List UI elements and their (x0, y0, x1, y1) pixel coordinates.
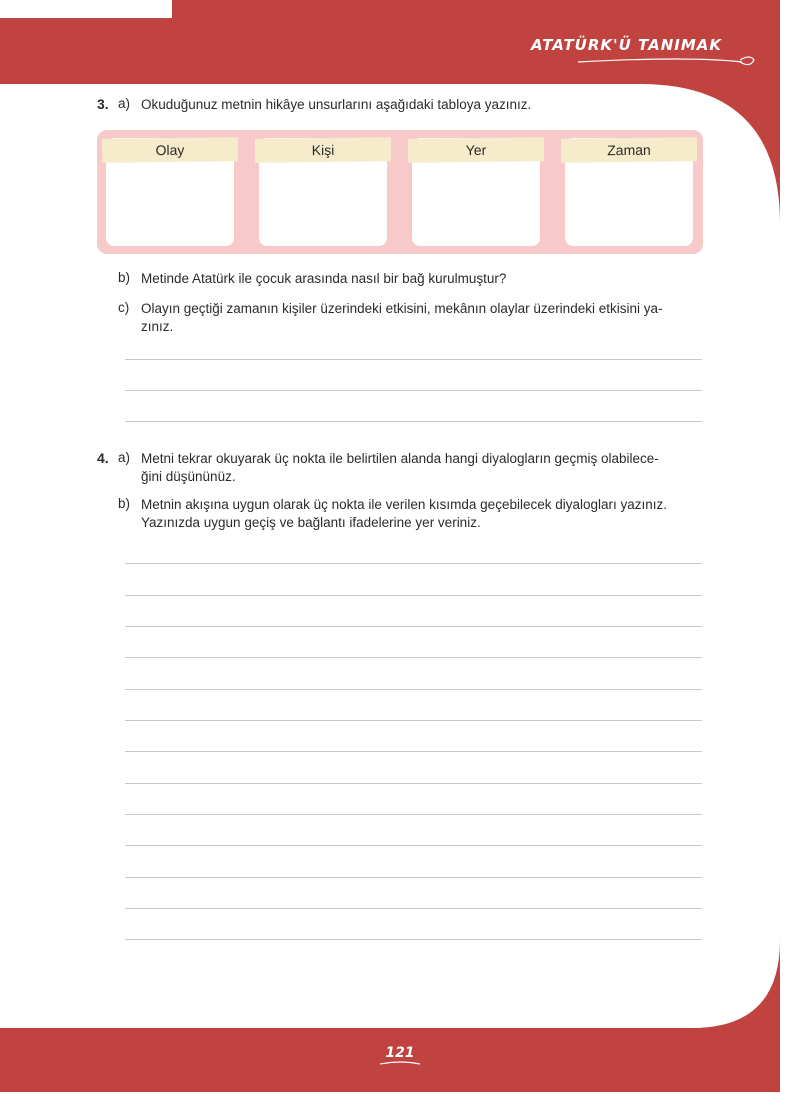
answer-line[interactable] (125, 908, 702, 909)
answer-line[interactable] (125, 720, 702, 721)
answer-line[interactable] (125, 814, 702, 815)
table-cell-kisi[interactable] (259, 138, 387, 246)
tape-label-bg (408, 137, 544, 162)
table-header-zaman: Zaman (607, 141, 651, 159)
answer-line[interactable] (125, 595, 702, 596)
table-cell-yer[interactable] (412, 138, 540, 246)
q4-b-line-1: Metnin akışına uygun olarak üç nokta ile verilen kısımda geçebilecek diyalogları yazınız. (141, 497, 668, 512)
tape-label-bg (255, 137, 391, 162)
q3-b-letter: b) (118, 270, 131, 285)
answer-line[interactable] (125, 845, 702, 846)
tape-label-bg (102, 137, 238, 162)
table-header-kisi: Kişi (311, 141, 335, 159)
section-title: ATATÜRK'Ü TANIMAK (531, 36, 722, 54)
q4-b-letter: b) (118, 496, 131, 511)
q3-a-text: Okuduğunuz metnin hikâye unsurlarını aşağıdaki tabloya yazınız. (141, 97, 532, 112)
q3-c-line-1: Olayın geçtiği zamanın kişiler üzerindeki etkisini, mekânın olaylar üzerindeki etkisini ya- (141, 301, 663, 316)
answer-line[interactable] (125, 421, 702, 422)
table-cell-zaman[interactable] (565, 138, 693, 246)
question-3-number: 3. (97, 96, 109, 112)
answer-line[interactable] (125, 939, 702, 940)
table-header-olay: Olay (155, 141, 185, 159)
table-cell-olay[interactable] (106, 138, 234, 246)
answer-line[interactable] (125, 626, 702, 627)
tape-label-bg (561, 137, 697, 162)
answer-line[interactable] (125, 390, 702, 391)
q4-a-line-1: Metni tekrar okuyarak üç nokta ile belirtilen alanda hangi diyalogların geçmiş olabilece- (141, 451, 659, 466)
q3-c-letter: c) (118, 300, 130, 315)
q3-a-letter: a) (118, 96, 131, 111)
q4-a-letter: a) (118, 450, 131, 465)
answer-line[interactable] (125, 751, 702, 752)
story-elements-table (97, 130, 703, 254)
page-number: 121 (385, 1045, 415, 1061)
q3-b-text: Metinde Atatürk ile çocuk arasında nasıl bir bağ kurulmuştur? (141, 271, 507, 286)
q4-a-line-2: ğini düşününüz. (141, 469, 236, 484)
answer-line[interactable] (125, 657, 702, 658)
q3-c-line-2: zınız. (141, 319, 174, 334)
question-4-number: 4. (97, 450, 109, 466)
answer-line[interactable] (125, 689, 702, 690)
answer-line[interactable] (125, 563, 702, 564)
table-header-yer: Yer (465, 141, 487, 159)
answer-line[interactable] (125, 783, 702, 784)
answer-line[interactable] (125, 359, 702, 360)
answer-line[interactable] (125, 877, 702, 878)
q4-b-line-2: Yazınızda uygun geçiş ve bağlantı ifadelerine yer veriniz. (141, 515, 481, 530)
